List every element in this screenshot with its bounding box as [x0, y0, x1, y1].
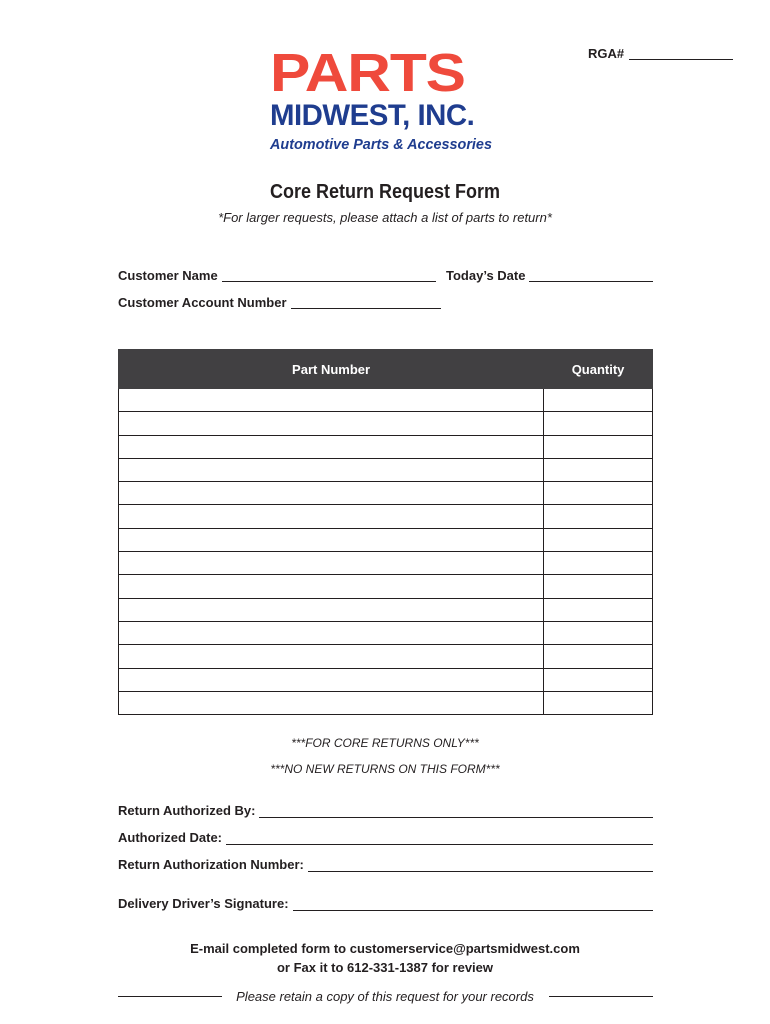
return-authorized-by-label: Return Authorized By: — [118, 803, 256, 818]
table-row — [119, 668, 653, 691]
part-number-cell[interactable] — [119, 691, 544, 714]
quantity-cell[interactable] — [544, 482, 653, 505]
authorized-date-field — [118, 830, 653, 845]
rga-field — [588, 46, 733, 61]
quantity-header: Quantity — [544, 350, 653, 389]
table-row — [119, 505, 653, 528]
table-row — [119, 575, 653, 598]
part-number-cell[interactable] — [119, 505, 544, 528]
customer-name-field — [118, 268, 436, 283]
quantity-cell[interactable] — [544, 575, 653, 598]
return-authorization-number-field — [118, 857, 653, 872]
part-number-cell[interactable] — [119, 645, 544, 668]
rga-label: RGA# — [588, 46, 625, 61]
part-number-cell[interactable] — [119, 435, 544, 458]
delivery-driver-signature-label: Delivery Driver’s Signature: — [118, 896, 289, 911]
part-number-cell[interactable] — [119, 598, 544, 621]
return-authorization-number-label: Return Authorization Number: — [118, 857, 304, 872]
footer-divider-right — [549, 996, 653, 997]
logo-tagline: Automotive Parts & Accessories — [270, 136, 492, 153]
quantity-cell[interactable] — [544, 691, 653, 714]
part-number-cell[interactable] — [119, 412, 544, 435]
quantity-cell[interactable] — [544, 458, 653, 481]
quantity-cell[interactable] — [544, 598, 653, 621]
part-number-header: Part Number — [119, 350, 544, 389]
table-row — [119, 458, 653, 481]
return-authorized-by-field — [118, 803, 653, 818]
quantity-cell[interactable] — [544, 528, 653, 551]
logo-company-name: MIDWEST, INC. — [270, 99, 475, 132]
form-title: Core Return Request Form — [269, 181, 501, 203]
part-number-cell[interactable] — [119, 621, 544, 644]
quantity-cell[interactable] — [544, 389, 653, 412]
part-number-cell[interactable] — [119, 668, 544, 691]
company-logo — [270, 43, 506, 154]
submission-instructions — [0, 939, 770, 977]
part-number-cell[interactable] — [119, 575, 544, 598]
retain-copy-note: Please retain a copy of this request for your records — [236, 989, 534, 1004]
parts-table — [118, 349, 653, 715]
quantity-cell[interactable] — [544, 412, 653, 435]
customer-name-input[interactable] — [222, 281, 436, 282]
return-authorization-number-input[interactable] — [308, 857, 653, 872]
table-row — [119, 389, 653, 412]
part-number-cell[interactable] — [119, 528, 544, 551]
delivery-driver-signature-input[interactable] — [293, 896, 653, 911]
part-number-cell[interactable] — [119, 552, 544, 575]
rga-input-line[interactable] — [629, 59, 733, 60]
table-row — [119, 482, 653, 505]
core-returns-only-note: ***FOR CORE RETURNS ONLY*** — [291, 736, 479, 750]
fax-instruction: or Fax it to 612-331-1387 for review — [276, 960, 494, 975]
customer-name-label: Customer Name — [118, 268, 218, 283]
table-row — [119, 528, 653, 551]
logo-parts-text: PARTS — [270, 43, 465, 103]
table-row — [119, 598, 653, 621]
table-row — [119, 645, 653, 668]
email-instruction: E-mail completed form to customerservice@partsmidwest.com — [190, 941, 580, 956]
table-row — [119, 435, 653, 458]
table-row — [119, 552, 653, 575]
quantity-cell[interactable] — [544, 552, 653, 575]
table-row — [119, 412, 653, 435]
customer-account-number-input[interactable] — [291, 308, 441, 309]
table-header-row — [119, 350, 653, 389]
table-row — [119, 691, 653, 714]
return-authorized-by-input[interactable] — [259, 803, 653, 818]
no-new-returns-note: ***NO NEW RETURNS ON THIS FORM*** — [270, 762, 500, 776]
todays-date-input[interactable] — [529, 281, 653, 282]
part-number-cell[interactable] — [119, 389, 544, 412]
table-row — [119, 621, 653, 644]
quantity-cell[interactable] — [544, 435, 653, 458]
quantity-cell[interactable] — [544, 505, 653, 528]
form-subtitle: *For larger requests, please attach a list of parts to return* — [218, 210, 552, 225]
part-number-cell[interactable] — [119, 458, 544, 481]
customer-account-number-field — [118, 295, 441, 310]
quantity-cell[interactable] — [544, 645, 653, 668]
authorized-date-input[interactable] — [226, 830, 653, 845]
authorized-date-label: Authorized Date: — [118, 830, 222, 845]
delivery-driver-signature-field — [118, 896, 653, 911]
todays-date-field — [446, 268, 653, 283]
customer-account-number-label: Customer Account Number — [118, 295, 287, 310]
part-number-cell[interactable] — [119, 482, 544, 505]
todays-date-label: Today’s Date — [446, 268, 526, 283]
quantity-cell[interactable] — [544, 668, 653, 691]
quantity-cell[interactable] — [544, 621, 653, 644]
